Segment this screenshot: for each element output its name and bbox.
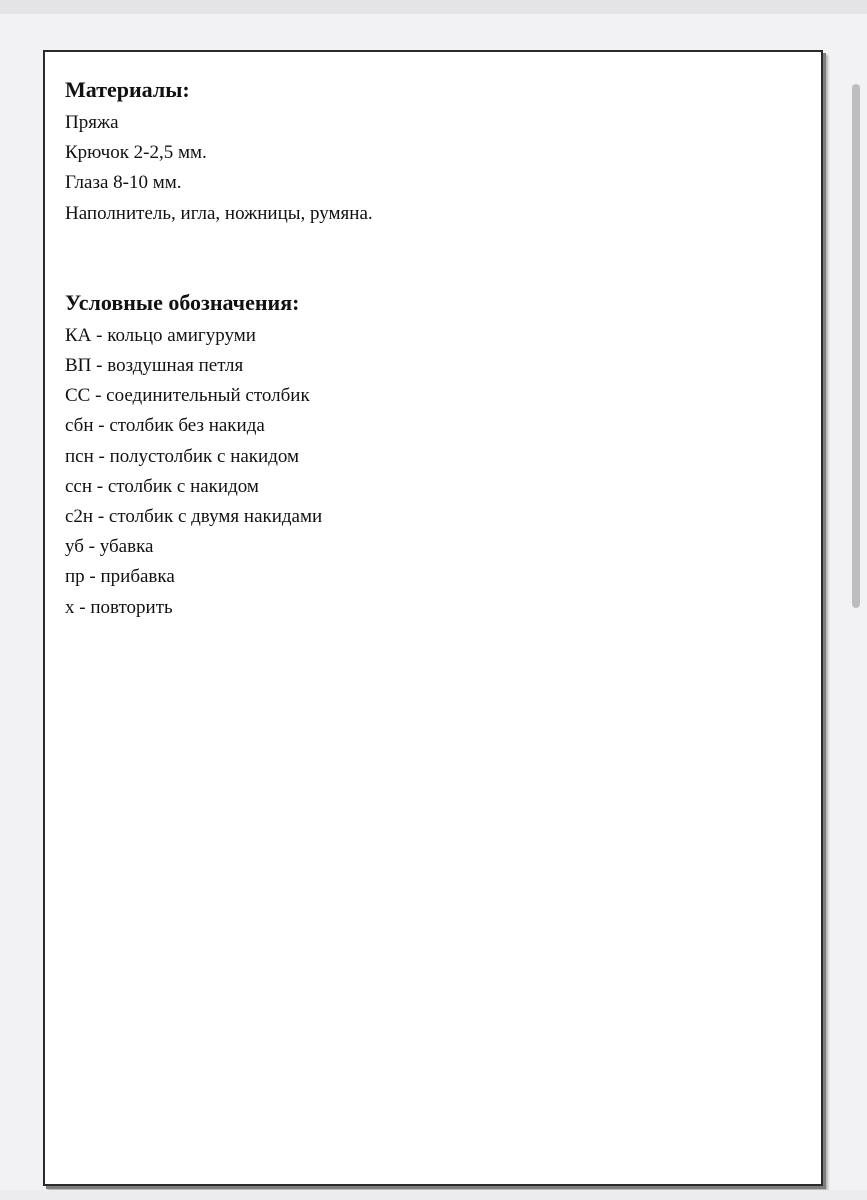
materials-section: [65, 74, 801, 229]
legend-item: ссн - столбик с накидом: [65, 475, 259, 497]
materials-title: Материалы:: [65, 77, 190, 102]
materials-item: Глаза 8-10 мм.: [65, 172, 182, 194]
legend-item: ВП - воздушная петля: [65, 355, 244, 377]
viewer-top-edge: [0, 0, 867, 14]
vertical-scrollbar[interactable]: [852, 84, 860, 608]
legend-item: уб - убавка: [65, 536, 154, 558]
legend-section: [65, 287, 801, 623]
legend-item: сбн - столбик без накида: [65, 415, 265, 437]
legend-item: пр - прибавка: [65, 566, 175, 588]
legend-item: х - повторить: [65, 596, 173, 618]
legend-list: [65, 321, 801, 623]
section-spacer: [65, 229, 801, 287]
materials-item: Пряжа: [65, 112, 119, 133]
materials-item: Наполнитель, игла, ножницы, румяна.: [65, 202, 373, 224]
document-page: [43, 50, 823, 1186]
legend-item: СС - соединительный столбик: [65, 385, 310, 407]
materials-item: Крючок 2-2,5 мм.: [65, 142, 207, 164]
materials-list: [65, 108, 801, 229]
viewer-bottom-edge: [0, 1190, 867, 1200]
legend-title: Условные обозначения:: [65, 289, 300, 315]
page-content: [65, 74, 801, 623]
legend-item: с2н - столбик с двумя накидами: [65, 506, 323, 528]
legend-item: псн - полустолбик с накидом: [65, 445, 300, 467]
legend-item: КА - кольцо амигуруми: [65, 324, 256, 346]
